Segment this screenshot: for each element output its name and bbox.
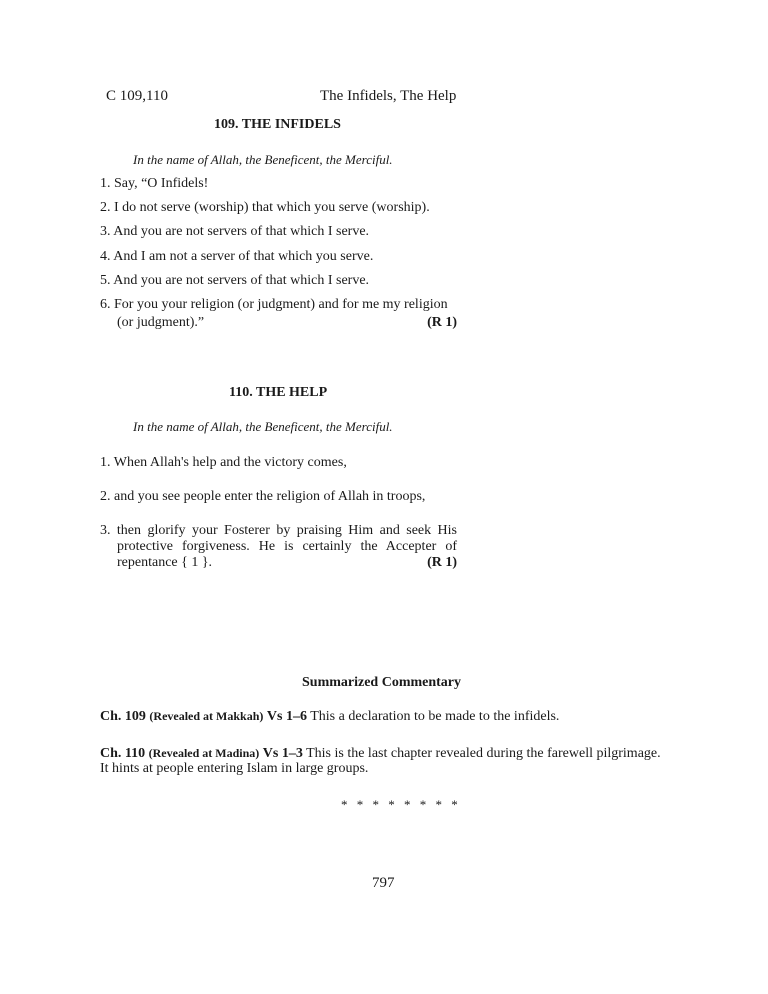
verse-110-1: 1. When Allah's help and the victory comes, [100, 455, 347, 470]
chapter-110-invocation: In the name of Allah, the Beneficent, the Merciful. [133, 419, 393, 434]
verse-109-6: 6. For you your religion (or judgment) and for me my religion [100, 297, 448, 312]
verse-109-6-cont-text: (or judgment).” [117, 315, 205, 330]
verse-110-3 [100, 523, 457, 571]
verse-110-2: 2. and you see people enter the religion of Allah in troops, [100, 489, 426, 504]
verse-110-3-line1: 3. then glorify your Fosterer by praising Him and seek His [100, 523, 457, 538]
section-separator: * * * * * * * * [341, 797, 461, 812]
commentary-109 [100, 708, 559, 725]
ruku-marker-109: (R 1) [427, 315, 457, 330]
commentary-110-text2: It hints at people entering Islam in large groups. [100, 761, 369, 776]
running-header-left: C 109,110 [106, 88, 168, 104]
verse-109-1: 1. Say, “O Infidels! [100, 176, 209, 191]
verse-109-5: 5. And you are not servers of that which I serve. [100, 273, 370, 288]
verse-110-3-line3: repentance { 1 }. [117, 555, 213, 570]
commentary-109-text: This a declaration to be made to the infidels. [310, 709, 560, 724]
verse-110-3-line3-wrap [100, 555, 457, 571]
chapter-110-title: 110. THE HELP [229, 385, 328, 400]
ruku-marker-110: (R 1) [427, 555, 457, 570]
page-number: 797 [372, 875, 395, 891]
running-header-right: The Infidels, The Help [320, 88, 457, 104]
verse-109-2: 2. I do not serve (worship) that which you serve (worship). [100, 200, 430, 215]
commentary-110-chapter: Ch. 110 [100, 746, 146, 761]
chapter-109-title: 109. THE INFIDELS [214, 117, 341, 132]
commentary-110-text1: This is the last chapter revealed during the farewell pilgrimage. [306, 746, 661, 761]
commentary-title: Summarized Commentary [302, 675, 462, 690]
commentary-110-revealed: (Revealed at Madina) [148, 746, 260, 760]
verse-109-6-continuation [100, 315, 457, 331]
commentary-109-revealed: (Revealed at Makkah) [149, 709, 264, 723]
verse-109-4: 4. And I am not a server of that which you serve. [100, 249, 374, 264]
commentary-109-chapter: Ch. 109 [100, 709, 146, 724]
verse-110-3-line2: protective forgiveness. He is certainly the Accepter of [117, 539, 457, 554]
verse-109-3: 3. And you are not servers of that which I serve. [100, 224, 370, 239]
commentary-110 [100, 745, 661, 762]
commentary-110-verses: Vs 1–3 [262, 746, 303, 761]
commentary-109-verses: Vs 1–6 [266, 709, 307, 724]
chapter-109-invocation: In the name of Allah, the Beneficent, the Merciful. [133, 152, 393, 167]
